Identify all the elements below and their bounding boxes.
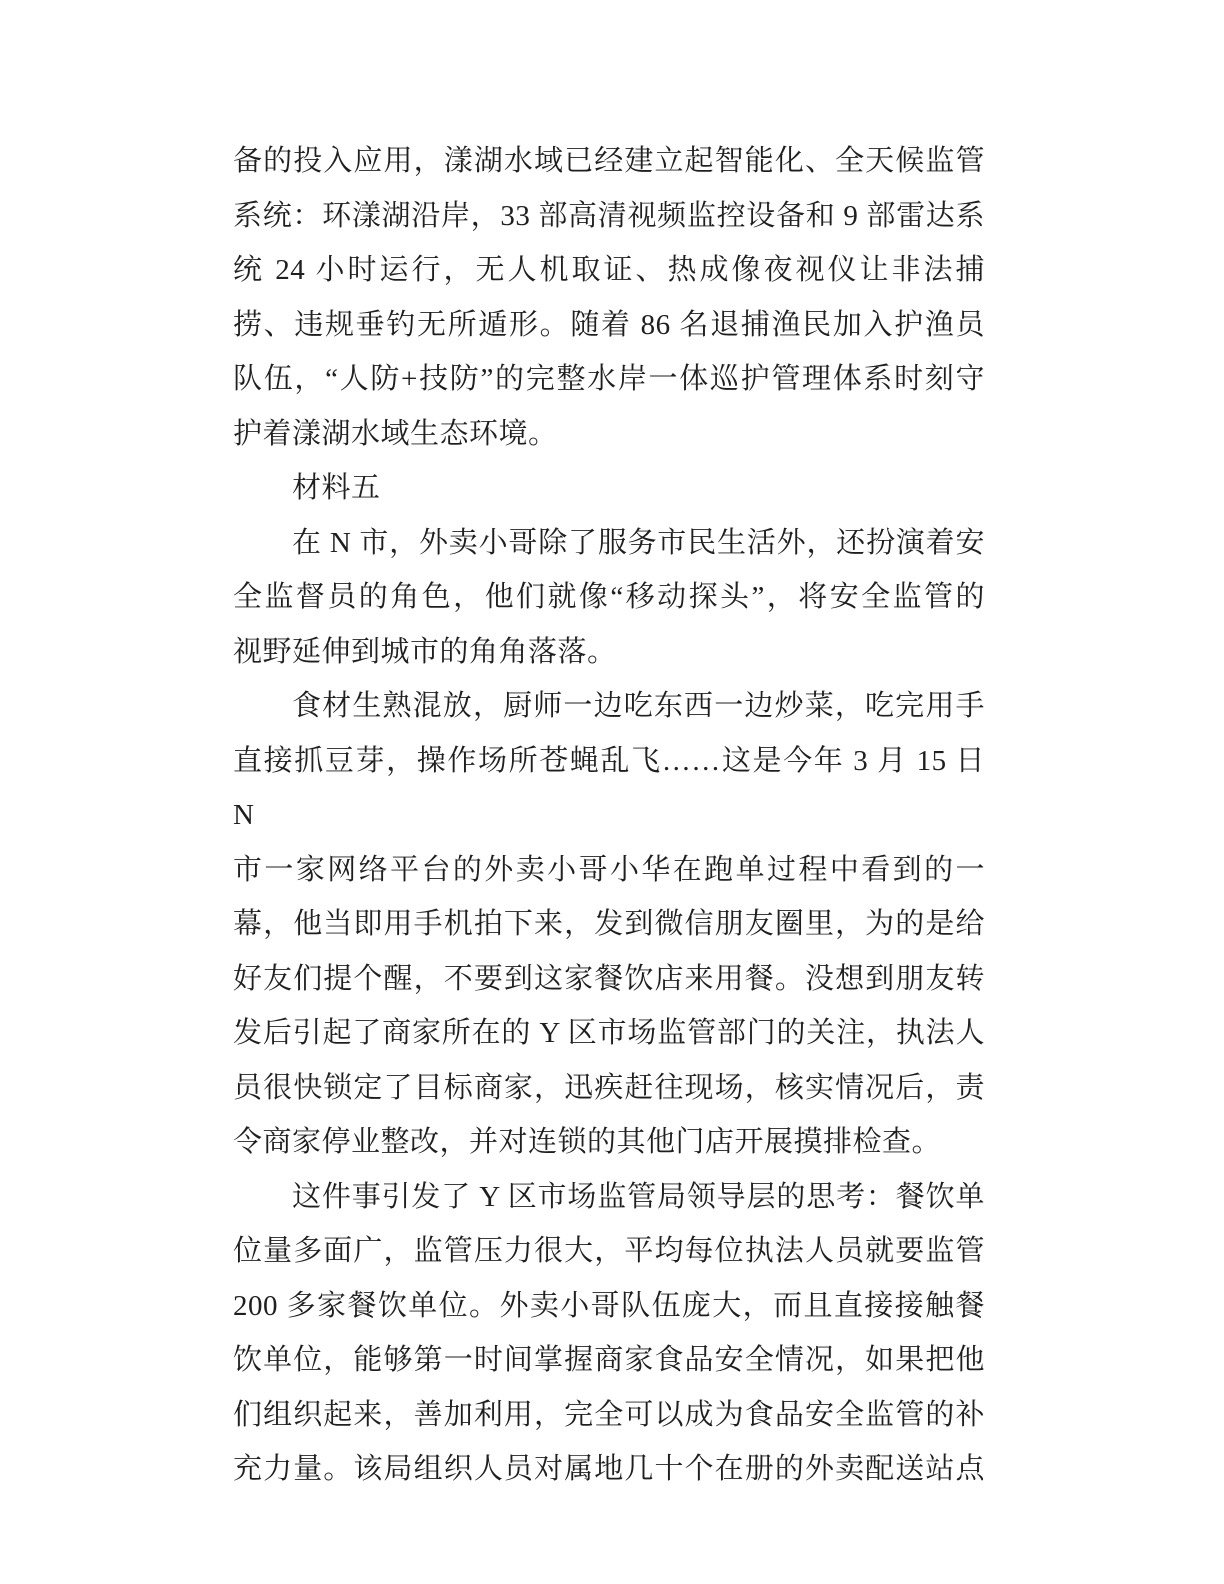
text-line: 系统：环漾湖沿岸，33 部高清视频监控设备和 9 部雷达系 — [233, 199, 985, 232]
text-line: 全监督员的角色，他们就像“移动探头”，将安全监管的 — [233, 581, 985, 613]
text-line: 员很快锁定了目标商家，迅疾赶往现场，核实情况后，责 — [233, 1071, 985, 1104]
text-line: 统 24 小时运行，无人机取证、热成像夜视仪让非法捕 — [233, 254, 985, 286]
text-line: 令商家停业整改，并对连锁的其他门店开展摸排检查。 — [233, 1126, 942, 1158]
text-line: 直接抓豆芽，操作场所苍蝇乱飞……这是今年 3 月 15 日 N — [233, 744, 985, 831]
text-line: 备的投入应用，漾湖水域已经建立起智能化、全天候监管 — [233, 145, 985, 177]
text-line: 视野延伸到城市的角角落落。 — [233, 635, 617, 668]
section-heading: 材料五 — [292, 472, 381, 504]
text-line: 们组织起来，善加利用，完全可以成为食品安全监管的补 — [233, 1398, 985, 1431]
text-line: 在 N 市，外卖小哥除了服务市民生活外，还扮演着安 — [292, 526, 985, 559]
text-line: 食材生熟混放，厨师一边吃东西一边炒菜，吃完用手 — [292, 690, 985, 722]
text-line: 这件事引发了 Y 区市场监管局领导层的思考：餐饮单 — [292, 1180, 985, 1213]
text-line: 位量多面广，监管压力很大，平均每位执法人员就要监管 — [233, 1235, 985, 1267]
text-line: 饮单位，能够第一时间掌握商家食品安全情况，如果把他 — [233, 1344, 985, 1376]
text-block — [233, 134, 985, 1497]
text-line: 幕，他当即用手机拍下来，发到微信朋友圈里，为的是给 — [233, 908, 985, 940]
text-line: 充力量。该局组织人员对属地几十个在册的外卖配送站点 — [233, 1453, 985, 1485]
text-line: 发后引起了商家所在的 Y 区市场监管部门的关注，执法人 — [233, 1017, 985, 1049]
text-line: 200 多家餐饮单位。外卖小哥队伍庞大，而且直接接触餐 — [233, 1289, 985, 1322]
text-line: 护着漾湖水域生态环境。 — [233, 417, 558, 450]
text-line: 队伍，“人防+技防”的完整水岸一体巡护管理体系时刻守 — [233, 363, 985, 395]
text-line: 好友们提个醒，不要到这家餐饮店来用餐。没想到朋友转 — [233, 962, 985, 995]
text-line: 捞、违规垂钓无所遁形。随着 86 名退捕渔民加入护渔员 — [233, 308, 985, 341]
text-line: 市一家网络平台的外卖小哥小华在跑单过程中看到的一 — [233, 853, 985, 886]
